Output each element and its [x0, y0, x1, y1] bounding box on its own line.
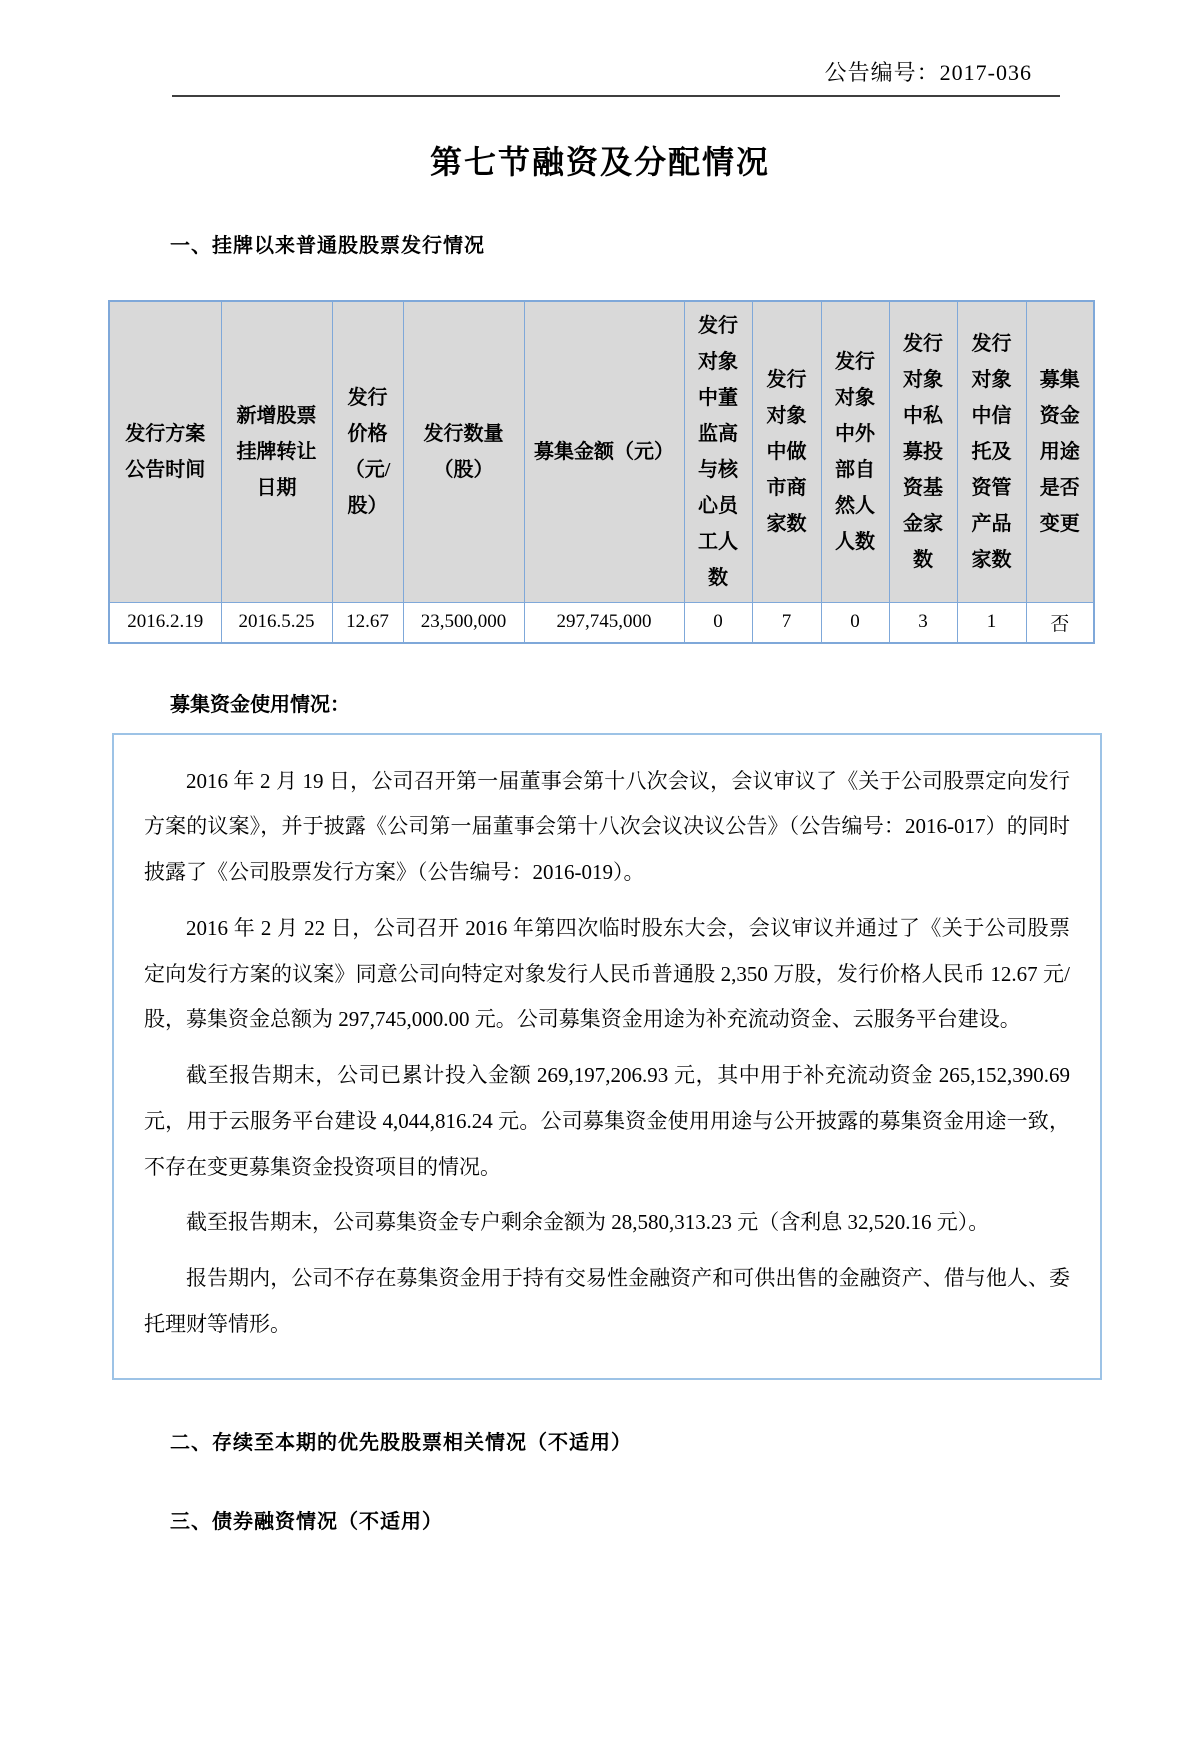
header-cell: 发行对象中私募投资基金家数: [889, 301, 957, 603]
header-cell: 发行价格（元/股）: [332, 301, 403, 603]
data-cell: 297,745,000: [524, 603, 684, 643]
fund-usage-paragraph: 2016 年 2 月 19 日，公司召开第一届董事会第十八次会议，会议审议了《关于公司股票定向发行方案的议案》，并于披露《公司第一届董事会第十八次会议决议公告》（公告编号：2016-017）的同时披露了《公司股票发行方案》（公告编号：2016-019）。: [144, 768, 1070, 885]
header-cell: 新增股票挂牌转让日期: [221, 301, 332, 603]
header-rule: [172, 56, 1060, 97]
table-row: [109, 603, 1094, 643]
data-cell: 否: [1026, 603, 1094, 643]
page-title: 第七节融资及分配情况: [429, 143, 770, 181]
data-cell: 23,500,000: [403, 603, 524, 643]
header-cell: 发行对象中信托及资管产品家数: [957, 301, 1026, 603]
data-cell: 12.67: [332, 603, 403, 643]
data-cell: 0: [684, 603, 752, 643]
header-cell: 发行对象中外部自然人人数: [821, 301, 889, 603]
section-heading-1: 一、挂牌以来普通股股票发行情况: [170, 233, 485, 257]
announcement-number: 公告编号：2017-036: [824, 60, 1032, 85]
fund-usage-paragraph: 截至报告期末，公司募集资金专户剩余金额为 28,580,313.23 元（含利息 32,520.16 元）。: [186, 1210, 990, 1235]
data-cell: 0: [821, 603, 889, 643]
header-cell: 发行数量（股）: [403, 301, 524, 603]
header-cell: 发行方案公告时间: [109, 301, 221, 603]
section-heading-3: 三、债券融资情况（不适用）: [170, 1508, 443, 1533]
header-cell: 募集资金用途是否变更: [1026, 301, 1094, 603]
table-header-row: [109, 301, 1094, 603]
section-heading-2: 二、存续至本期的优先股股票相关情况（不适用）: [170, 1429, 632, 1454]
fund-usage-paragraph: 截至报告期末，公司已累计投入金额 269,197,206.93 元，其中用于补充流动资金 265,152,390.69 元，用于云服务平台建设 4,044,816.24 元。公司募集资金使用用途与公开披露的募集资金用途一致，不存在变更募集资金投资项目的情况。: [144, 1063, 1070, 1179]
header-cell: 发行对象中董监高与核心员工人数: [684, 301, 752, 603]
fund-usage-label: 募集资金使用情况：: [170, 693, 350, 716]
header-cell: 募集金额（元）: [524, 301, 684, 603]
issuance-table: [108, 300, 1095, 644]
fund-usage-paragraph: 2016 年 2 月 22 日，公司召开 2016 年第四次临时股东大会，会议审议并通过了《关于公司股票定向发行方案的议案》同意公司向特定对象发行人民币普通股 2,350 万股，发行价格人民币 12.67 元/股，募集资金总额为 297,745,000.00 元。公司募集资金用途为补充流动资金、云服务平台建设。: [144, 915, 1070, 1032]
data-cell: 2016.2.19: [109, 603, 221, 643]
fund-usage-box: [112, 733, 1102, 1380]
data-cell: 2016.5.25: [221, 603, 332, 643]
data-cell: 1: [957, 603, 1026, 643]
fund-usage-paragraph: 报告期内，公司不存在募集资金用于持有交易性金融资产和可供出售的金融资产、借与他人、委托理财等情形。: [144, 1266, 1070, 1336]
data-cell: 7: [752, 603, 821, 643]
data-cell: 3: [889, 603, 957, 643]
header-cell: 发行对象中做市商家数: [752, 301, 821, 603]
